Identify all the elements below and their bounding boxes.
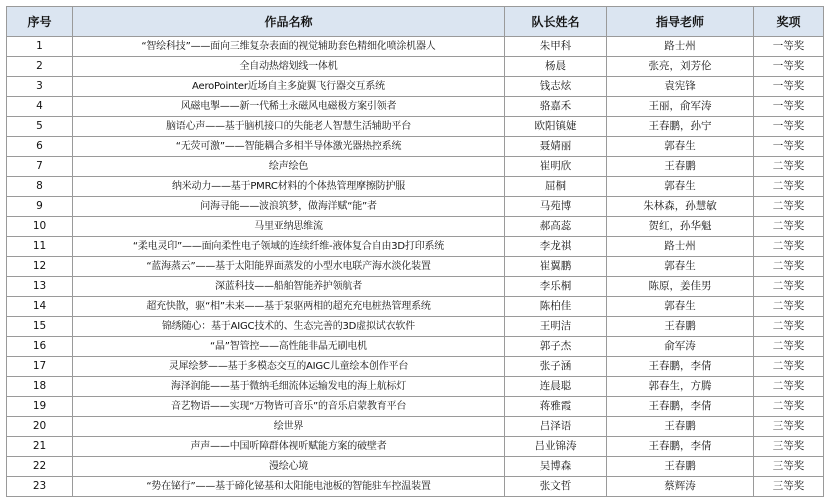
cell-advisor: 贺红，孙华魁 (607, 217, 754, 237)
cell-captain: 钱志炫 (505, 77, 607, 97)
cell-award: 二等奖 (754, 317, 824, 337)
cell-advisor: 陈原，姜佳男 (607, 277, 754, 297)
cell-advisor: 张亮，刘芳伦 (607, 57, 754, 77)
cell-advisor: 蔡辉涛 (607, 477, 754, 497)
header-title: 作品名称 (73, 7, 505, 37)
cell-number: 20 (7, 417, 73, 437)
cell-advisor: 郭春生 (607, 257, 754, 277)
cell-advisor: 王春鹏 (607, 317, 754, 337)
cell-captain: 郭子杰 (505, 337, 607, 357)
cell-advisor: 袁宪锋 (607, 77, 754, 97)
cell-number: 18 (7, 377, 73, 397)
cell-number: 3 (7, 77, 73, 97)
cell-captain: 李乐桐 (505, 277, 607, 297)
cell-advisor: 俞军涛 (607, 337, 754, 357)
cell-advisor: 王春鹏，李倩 (607, 357, 754, 377)
header-advisor: 指导老师 (607, 7, 754, 37)
cell-advisor: 郭春生，方腾 (607, 377, 754, 397)
cell-number: 16 (7, 337, 73, 357)
header-award: 奖项 (754, 7, 824, 37)
table-row (7, 317, 824, 337)
cell-award: 二等奖 (754, 217, 824, 237)
cell-captain: 吴博森 (505, 457, 607, 477)
cell-advisor: 王春鹏 (607, 157, 754, 177)
table-row (7, 117, 824, 137)
cell-award: 三等奖 (754, 457, 824, 477)
cell-number: 17 (7, 357, 73, 377)
table-row (7, 37, 824, 57)
cell-title: 问海寻能——波浪筑梦，做海洋赋“能”者 (73, 197, 505, 217)
table-row (7, 357, 824, 377)
cell-number: 8 (7, 177, 73, 197)
cell-award: 二等奖 (754, 377, 824, 397)
cell-captain: 骆嘉禾 (505, 97, 607, 117)
cell-title: 绘世界 (73, 417, 505, 437)
cell-advisor: 王春鹏 (607, 417, 754, 437)
cell-award: 三等奖 (754, 477, 824, 497)
cell-captain: 连晨聪 (505, 377, 607, 397)
cell-advisor: 王丽，俞军涛 (607, 97, 754, 117)
cell-title: 音艺物语——实现“万物皆可音乐”的音乐启蒙教育平台 (73, 397, 505, 417)
cell-award: 二等奖 (754, 257, 824, 277)
table-header-row (7, 7, 824, 37)
cell-number: 22 (7, 457, 73, 477)
cell-award: 二等奖 (754, 397, 824, 417)
cell-captain: 吕业锦涛 (505, 437, 607, 457)
cell-award: 一等奖 (754, 37, 824, 57)
cell-captain: 王明洁 (505, 317, 607, 337)
cell-advisor: 郭春生 (607, 297, 754, 317)
cell-award: 一等奖 (754, 57, 824, 77)
cell-captain: 蒋雅霞 (505, 397, 607, 417)
cell-title: 锦绣随心：基于AIGC技术的、生态完善的3D虚拟试衣软件 (73, 317, 505, 337)
cell-captain: 张文哲 (505, 477, 607, 497)
cell-number: 14 (7, 297, 73, 317)
cell-captain: 崔翼鹏 (505, 257, 607, 277)
cell-advisor: 朱林森，孙慧敏 (607, 197, 754, 217)
awards-table-container (6, 6, 824, 497)
cell-title: “柔电灵印”——面向柔性电子领域的连续纤维-液体复合自由3D打印系统 (73, 237, 505, 257)
cell-advisor: 路士州 (607, 37, 754, 57)
cell-captain: 朱甲科 (505, 37, 607, 57)
cell-number: 15 (7, 317, 73, 337)
cell-title: 超充快散，驱“相”未来——基于泵驱两相的超充充电桩热管理系统 (73, 297, 505, 317)
cell-captain: 欧阳镇婕 (505, 117, 607, 137)
cell-number: 7 (7, 157, 73, 177)
table-row (7, 437, 824, 457)
cell-award: 二等奖 (754, 277, 824, 297)
cell-number: 5 (7, 117, 73, 137)
table-row (7, 137, 824, 157)
cell-award: 一等奖 (754, 117, 824, 137)
awards-table (6, 6, 824, 497)
cell-advisor: 路士州 (607, 237, 754, 257)
cell-award: 一等奖 (754, 137, 824, 157)
table-row (7, 417, 824, 437)
table-row (7, 157, 824, 177)
cell-title: “晶”智管控——高性能非晶无刷电机 (73, 337, 505, 357)
cell-title: “无荧可激”——智能耦合多相半导体激光器热控系统 (73, 137, 505, 157)
cell-captain: 吕泽语 (505, 417, 607, 437)
table-row (7, 277, 824, 297)
cell-number: 21 (7, 437, 73, 457)
cell-award: 二等奖 (754, 297, 824, 317)
cell-captain: 马苑博 (505, 197, 607, 217)
cell-award: 二等奖 (754, 357, 824, 377)
cell-number: 4 (7, 97, 73, 117)
cell-award: 二等奖 (754, 237, 824, 257)
cell-award: 三等奖 (754, 417, 824, 437)
cell-award: 二等奖 (754, 177, 824, 197)
cell-captain: 陈柏佳 (505, 297, 607, 317)
cell-number: 2 (7, 57, 73, 77)
table-row (7, 397, 824, 417)
cell-captain: 李龙祺 (505, 237, 607, 257)
cell-advisor: 郭春生 (607, 137, 754, 157)
cell-award: 三等奖 (754, 437, 824, 457)
table-row (7, 177, 824, 197)
table-row (7, 377, 824, 397)
header-number: 序号 (7, 7, 73, 37)
cell-captain: 崔明欣 (505, 157, 607, 177)
table-row (7, 457, 824, 477)
cell-title: “势在铋行”——基于碲化铋基和太阳能电池板的智能驻车控温装置 (73, 477, 505, 497)
cell-award: 二等奖 (754, 157, 824, 177)
cell-title: 全自动热熔划线一体机 (73, 57, 505, 77)
cell-advisor: 王春鹏，李倩 (607, 397, 754, 417)
cell-title: “蓝海蒸云”——基于太阳能界面蒸发的小型水电联产海水淡化装置 (73, 257, 505, 277)
cell-advisor: 王春鹏，孙宁 (607, 117, 754, 137)
cell-number: 19 (7, 397, 73, 417)
cell-number: 13 (7, 277, 73, 297)
cell-award: 二等奖 (754, 337, 824, 357)
cell-title: 深蓝科技——船舶智能养护领航者 (73, 277, 505, 297)
table-body (7, 37, 824, 497)
table-row (7, 257, 824, 277)
cell-captain: 聂婧丽 (505, 137, 607, 157)
cell-title: 脑语心声——基于脑机接口的失能老人智慧生活辅助平台 (73, 117, 505, 137)
cell-title: 纳米动力——基于PMRC材料的个体热管理摩擦防护服 (73, 177, 505, 197)
cell-advisor: 王春鹏 (607, 457, 754, 477)
cell-number: 9 (7, 197, 73, 217)
cell-advisor: 郭春生 (607, 177, 754, 197)
table-row (7, 297, 824, 317)
cell-title: 海泽润能——基于微纳毛细流体运输发电的海上航标灯 (73, 377, 505, 397)
cell-title: “智绘科技”——面向三维复杂表面的视觉辅助套色精细化喷涂机器人 (73, 37, 505, 57)
table-row (7, 197, 824, 217)
table-row (7, 97, 824, 117)
cell-number: 1 (7, 37, 73, 57)
header-captain: 队长姓名 (505, 7, 607, 37)
table-row (7, 217, 824, 237)
cell-number: 12 (7, 257, 73, 277)
table-row (7, 77, 824, 97)
table-row (7, 57, 824, 77)
cell-title: 声声——中国听障群体视听赋能方案的破壁者 (73, 437, 505, 457)
cell-title: 灵犀绘梦——基于多模态交互的AIGC儿童绘本创作平台 (73, 357, 505, 377)
cell-number: 10 (7, 217, 73, 237)
cell-award: 一等奖 (754, 97, 824, 117)
cell-advisor: 王春鹏，李倩 (607, 437, 754, 457)
cell-title: 漫绘心境 (73, 457, 505, 477)
table-row (7, 477, 824, 497)
cell-number: 11 (7, 237, 73, 257)
cell-captain: 屈桐 (505, 177, 607, 197)
cell-title: 绘声绘色 (73, 157, 505, 177)
cell-award: 一等奖 (754, 77, 824, 97)
table-row (7, 237, 824, 257)
cell-captain: 郝高蕊 (505, 217, 607, 237)
cell-title: AeroPointer近场自主多旋翼飞行器交互系统 (73, 77, 505, 97)
cell-number: 23 (7, 477, 73, 497)
cell-number: 6 (7, 137, 73, 157)
cell-title: 马里亚纳思维流 (73, 217, 505, 237)
cell-award: 二等奖 (754, 197, 824, 217)
cell-title: 风磁电掣——新一代稀土永磁风电磁极方案引领者 (73, 97, 505, 117)
cell-captain: 杨晨 (505, 57, 607, 77)
table-row (7, 337, 824, 357)
cell-captain: 张子涵 (505, 357, 607, 377)
